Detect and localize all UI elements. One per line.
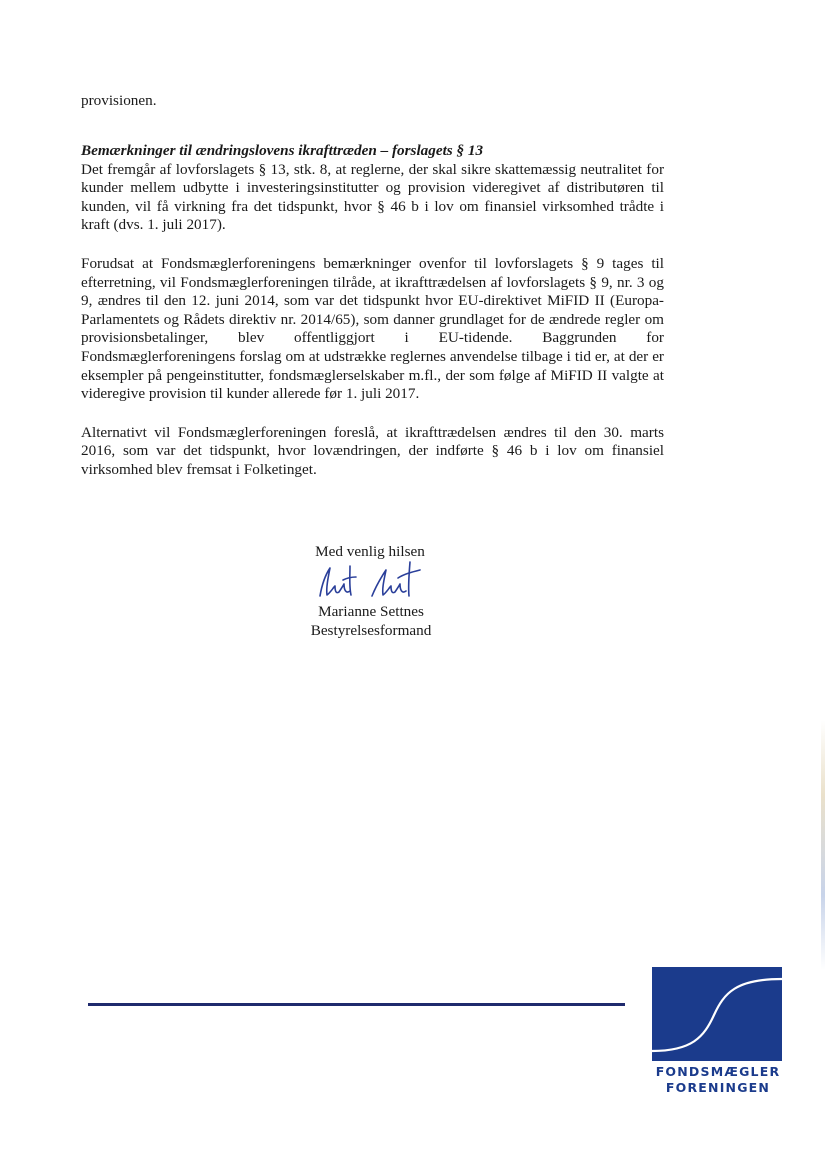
section-paragraph-2: Forudsat at Fondsmæglerforeningens bemærkninger ovenfor til lovforslagets § 9 tages til efterretning, vil Fondsmæglerforeningen tilråde, at ikrafttrædelsen af lovforslagets § 9, nr. 3 og 9, ændres til den 12. juni 2014, som var det tidspunkt hvor EU-direktivet MiFID II (Europa-Parlamentets og Rådets direktiv nr. 2014/65), som danner grundlaget for de ændrede regler om provisionsbetalinger, blev offentliggjort i EU-tidende. Baggrunden for Fondsmæglerforeningens forslag om at udstrække reglernes anvendelse tilbage i tid er, at der er eksempler på pengeinstitutter, fondsmæglerselskaber m.fl., der som følge af MiFID II valgte at videregive provision til kunder allerede før 1. juli 2017. <box>81 254 664 403</box>
greeting-text: Med venlig hilsen <box>315 543 425 560</box>
signatory-title: Bestyrelsesformand <box>310 622 432 639</box>
signatory-name: Marianne Settnes <box>318 603 424 620</box>
section-heading: Bemærkninger til ændringslovens ikrafttræden – forslagets § 13 <box>81 142 484 159</box>
logo-wordmark <box>640 1064 796 1096</box>
signatory-block <box>296 602 446 640</box>
handwritten-signature <box>305 560 435 608</box>
closing-greeting <box>300 543 440 562</box>
footer-divider <box>88 1003 625 1006</box>
organisation-logo <box>652 967 782 1061</box>
section-paragraph-3: Alternativt vil Fondsmæglerforeningen foreslå, at ikrafttrædelsen ændres til den 30. marts 2016, som var det tidspunkt, hvor lovændringen, der indførte § 46 b i lov om finansiel virksomhed blev fremsat i Folketinget. <box>81 423 664 478</box>
section-commentary <box>81 142 664 500</box>
logo-line-1: FONDSMÆGLER <box>655 1064 781 1079</box>
lead-text-content: provisionen. <box>81 92 157 109</box>
signature-scribble <box>310 560 430 600</box>
scan-edge-mark <box>821 720 825 970</box>
logo-line-2: FORENINGEN <box>665 1080 771 1095</box>
section-paragraph-1: Det fremgår af lovforslagets § 13, stk. 8, at reglerne, der skal sikre skattemæssig neutralitet for kunder mellem udbytte i investeringsinstitutter og provision videregivet af distributøren til kunden, vil få virkning fra det tidspunkt, hvor § 46 b i lov om finansiel virksomhed trådte i kraft (dvs. 1. juli 2017). <box>81 160 664 234</box>
lead-text <box>81 92 664 111</box>
logo-curve-graphic <box>652 967 782 1061</box>
